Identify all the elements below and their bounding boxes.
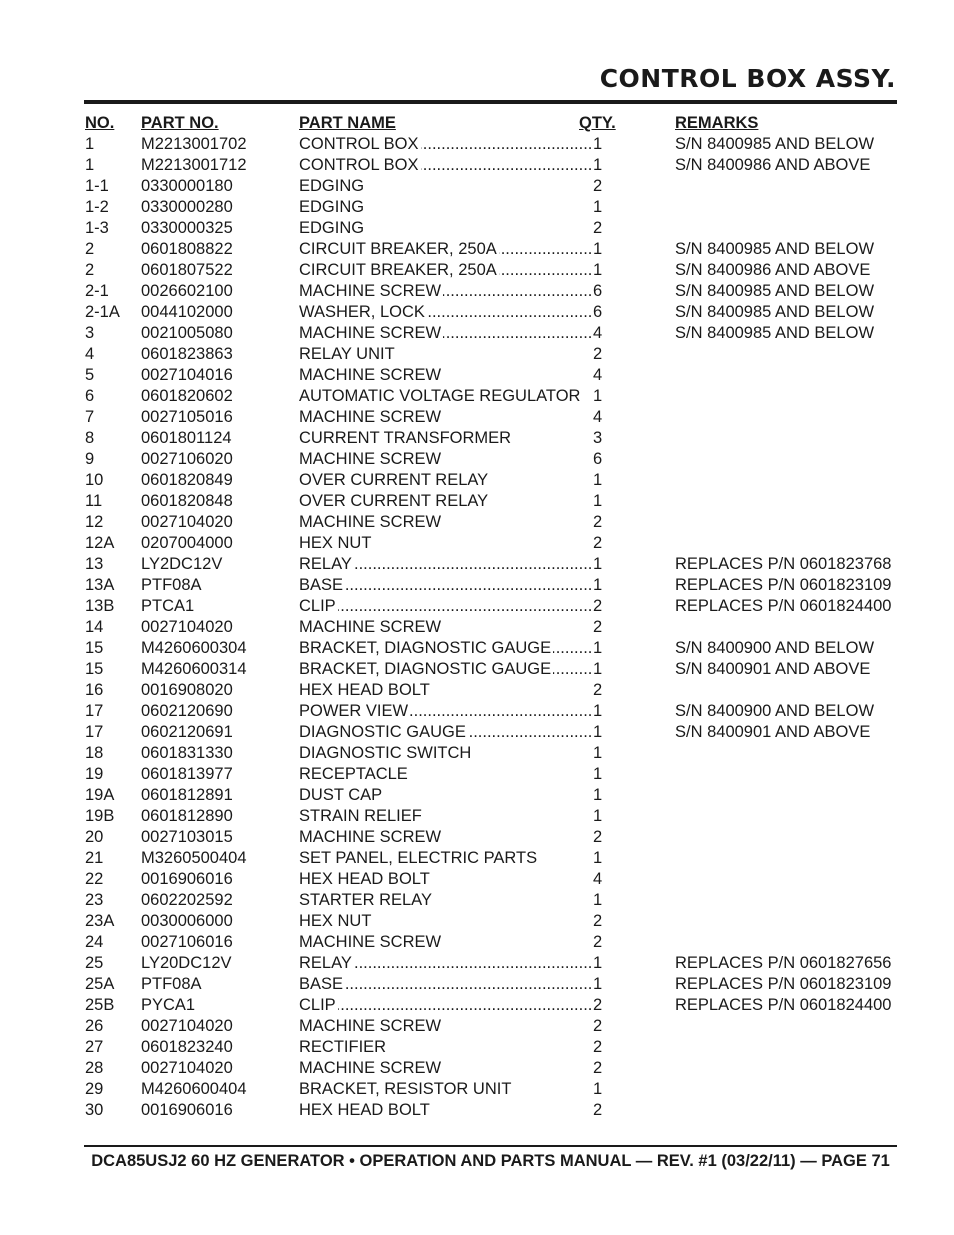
item-no: 12 [85, 513, 104, 531]
item-no: 12A [85, 534, 115, 552]
part-name: HEX HEAD BOLT [299, 870, 430, 888]
table-row [85, 974, 897, 995]
item-no: 18 [85, 744, 104, 762]
table-row [85, 848, 897, 869]
quantity: 2 [593, 681, 603, 699]
part-number: 0016908020 [141, 681, 233, 699]
item-no: 13B [85, 597, 115, 615]
remarks: REPLACES P/N 0601827656 [675, 954, 892, 972]
part-number: PTF08A [141, 576, 202, 594]
table-row [85, 470, 897, 491]
part-number: 0601813977 [141, 765, 233, 783]
item-no: 10 [85, 471, 104, 489]
part-number: 0601812890 [141, 807, 233, 825]
item-no: 1 [85, 156, 95, 174]
part-name: HEX HEAD BOLT [299, 681, 430, 699]
part-name: CONTROL BOX [299, 135, 419, 153]
quantity: 2 [593, 1038, 603, 1056]
quantity: 1 [593, 702, 603, 720]
part-name: CLIP [299, 597, 336, 615]
table-row [85, 764, 897, 785]
table-row [85, 554, 897, 575]
part-number: 0601807522 [141, 261, 233, 279]
header-qty: QTY. [579, 114, 616, 132]
table-row [85, 197, 897, 218]
part-number: LY2DC12V [141, 555, 223, 573]
part-name: HEX NUT [299, 912, 372, 930]
quantity: 1 [593, 240, 603, 258]
part-name-leader [299, 281, 595, 302]
remarks: S/N 8400900 AND BELOW [675, 639, 875, 657]
part-number: 0330000280 [141, 198, 233, 216]
quantity: 1 [593, 471, 603, 489]
part-number: M2213001702 [141, 135, 247, 153]
part-number: 0027104020 [141, 618, 233, 636]
table-row [85, 1037, 897, 1058]
remarks: S/N 8400985 AND BELOW [675, 240, 875, 258]
part-name: POWER VIEW [299, 702, 409, 720]
table-row [85, 533, 897, 554]
table-row [85, 386, 897, 407]
remarks: S/N 8400985 AND BELOW [675, 324, 875, 342]
part-name: EDGING [299, 219, 365, 237]
quantity: 3 [593, 429, 603, 447]
quantity: 4 [593, 870, 603, 888]
part-number: 0207004000 [141, 534, 233, 552]
quantity: 4 [593, 366, 603, 384]
quantity: 2 [593, 1059, 603, 1077]
table-row [85, 806, 897, 827]
part-name: MACHINE SCREW [299, 282, 442, 300]
item-no: 7 [85, 408, 95, 426]
quantity: 2 [593, 996, 603, 1014]
quantity: 2 [593, 1017, 603, 1035]
item-no: 19 [85, 765, 104, 783]
quantity: 1 [593, 1080, 603, 1098]
item-no: 25 [85, 954, 104, 972]
part-name-leader [299, 596, 595, 617]
part-number: 0027104016 [141, 366, 233, 384]
table-row [85, 680, 897, 701]
part-name-leader [299, 554, 595, 575]
part-number: 0021005080 [141, 324, 233, 342]
table-row [85, 1100, 897, 1121]
part-name: RECTIFIER [299, 1038, 387, 1056]
quantity: 1 [593, 975, 603, 993]
table-header-row [85, 113, 897, 134]
footer-rule [84, 1145, 897, 1147]
item-no: 2 [85, 261, 95, 279]
part-name: HEX NUT [299, 534, 372, 552]
quantity: 2 [593, 828, 603, 846]
part-name: EDGING [299, 177, 365, 195]
item-no: 9 [85, 450, 95, 468]
quantity: 1 [593, 135, 603, 153]
remarks: S/N 8400986 AND ABOVE [675, 261, 871, 279]
item-no: 13A [85, 576, 115, 594]
quantity: 2 [593, 513, 603, 531]
quantity: 1 [593, 723, 603, 741]
quantity: 1 [593, 660, 603, 678]
quantity: 1 [593, 156, 603, 174]
item-no: 1-2 [85, 198, 109, 216]
part-number: 0601820602 [141, 387, 233, 405]
item-no: 23A [85, 912, 115, 930]
table-row [85, 281, 897, 302]
table-row [85, 659, 897, 680]
part-number: 0601820848 [141, 492, 233, 510]
table-row [85, 911, 897, 932]
part-name: EDGING [299, 198, 365, 216]
part-name-leader [299, 155, 595, 176]
table-row [85, 701, 897, 722]
quantity: 6 [593, 303, 603, 321]
quantity: 1 [593, 765, 603, 783]
part-number: M4260600314 [141, 660, 247, 678]
remarks: REPLACES P/N 0601823768 [675, 555, 892, 573]
part-name: MACHINE SCREW [299, 513, 442, 531]
table-row [85, 596, 897, 617]
quantity: 2 [593, 912, 603, 930]
quantity: 1 [593, 639, 603, 657]
remarks: REPLACES P/N 0601823109 [675, 975, 892, 993]
item-no: 19A [85, 786, 115, 804]
part-number: 0601823240 [141, 1038, 233, 1056]
table-row [85, 890, 897, 911]
remarks: S/N 8400985 AND BELOW [675, 282, 875, 300]
page-footer: DCA85USJ2 60 HZ GENERATOR • OPERATION AND PARTS MANUAL — REV. #1 (03/22/11) — PAGE 71 [91, 1152, 890, 1170]
remarks: S/N 8400985 AND BELOW [675, 135, 875, 153]
part-name: SET PANEL, ELECTRIC PARTS [299, 849, 538, 867]
quantity: 1 [593, 807, 603, 825]
quantity: 2 [593, 219, 603, 237]
table-row [85, 239, 897, 260]
quantity: 1 [593, 261, 603, 279]
item-no: 27 [85, 1038, 104, 1056]
part-number: 0601808822 [141, 240, 233, 258]
part-number: 0027103015 [141, 828, 233, 846]
table-row [85, 995, 897, 1016]
part-name: DIAGNOSTIC SWITCH [299, 744, 472, 762]
table-row [85, 134, 897, 155]
part-name-leader [299, 575, 595, 596]
quantity: 1 [593, 891, 603, 909]
title-rule [84, 100, 897, 104]
item-no: 2-1A [85, 303, 120, 321]
part-number: 0601820849 [141, 471, 233, 489]
header-remarks: REMARKS [675, 114, 759, 132]
table-row [85, 869, 897, 890]
part-name: STRAIN RELIEF [299, 807, 422, 825]
remarks: S/N 8400900 AND BELOW [675, 702, 875, 720]
remarks: S/N 8400901 AND ABOVE [675, 660, 871, 678]
part-name-leader [299, 701, 595, 722]
part-number: M4260600304 [141, 639, 247, 657]
part-name: HEX HEAD BOLT [299, 1101, 430, 1119]
part-number: 0027106016 [141, 933, 233, 951]
item-no: 16 [85, 681, 104, 699]
part-name: MACHINE SCREW [299, 1017, 442, 1035]
table-row [85, 743, 897, 764]
part-name: RECEPTACLE [299, 765, 408, 783]
table-row [85, 617, 897, 638]
quantity: 1 [593, 555, 603, 573]
part-name-leader [299, 239, 595, 260]
part-number: 0027104020 [141, 513, 233, 531]
part-number: LY20DC12V [141, 954, 232, 972]
table-row [85, 155, 897, 176]
table-row [85, 302, 897, 323]
part-name: CURRENT TRANSFORMER [299, 429, 512, 447]
quantity: 6 [593, 450, 603, 468]
table-row [85, 491, 897, 512]
part-name-leader [299, 995, 595, 1016]
item-no: 4 [85, 345, 95, 363]
quantity: 2 [593, 1101, 603, 1119]
quantity: 6 [593, 282, 603, 300]
table-row [85, 365, 897, 386]
item-no: 15 [85, 660, 104, 678]
part-number: PTCA1 [141, 597, 195, 615]
part-number: 0027105016 [141, 408, 233, 426]
part-name: BASE [299, 576, 344, 594]
quantity: 1 [593, 387, 603, 405]
quantity: 4 [593, 324, 603, 342]
header-no: NO. [85, 114, 115, 132]
part-name-leader [299, 134, 595, 155]
part-name: BRACKET, RESISTOR UNIT [299, 1080, 512, 1098]
part-number: 0026602100 [141, 282, 233, 300]
part-number: 0030006000 [141, 912, 233, 930]
part-name: RELAY UNIT [299, 345, 395, 363]
part-number: M4260600404 [141, 1080, 247, 1098]
table-row [85, 407, 897, 428]
part-name: MACHINE SCREW [299, 933, 442, 951]
table-row [85, 512, 897, 533]
item-no: 1 [85, 135, 95, 153]
part-number: M2213001712 [141, 156, 247, 174]
part-name: BRACKET, DIAGNOSTIC GAUGE [299, 639, 552, 657]
part-name: RELAY [299, 954, 352, 972]
remarks: REPLACES P/N 0601824400 [675, 996, 892, 1014]
table-row [85, 1079, 897, 1100]
item-no: 22 [85, 870, 104, 888]
item-no: 6 [85, 387, 95, 405]
quantity: 1 [593, 849, 603, 867]
item-no: 26 [85, 1017, 104, 1035]
page-title: CONTROL BOX ASSY. [599, 64, 896, 93]
part-name: BRACKET, DIAGNOSTIC GAUGE [299, 660, 552, 678]
item-no: 5 [85, 366, 95, 384]
part-name: MACHINE SCREW [299, 366, 442, 384]
table-row [85, 785, 897, 806]
quantity: 2 [593, 933, 603, 951]
quantity: 1 [593, 576, 603, 594]
item-no: 29 [85, 1080, 104, 1098]
part-name: CLIP [299, 996, 336, 1014]
part-number: 0016906016 [141, 870, 233, 888]
part-name: AUTOMATIC VOLTAGE REGULATOR [299, 387, 581, 405]
table-row [85, 575, 897, 596]
part-name: CIRCUIT BREAKER, 250A [299, 261, 497, 279]
item-no: 25B [85, 996, 115, 1014]
table-row [85, 176, 897, 197]
quantity: 1 [593, 744, 603, 762]
quantity: 1 [593, 954, 603, 972]
quantity: 4 [593, 408, 603, 426]
quantity: 2 [593, 177, 603, 195]
item-no: 1-1 [85, 177, 109, 195]
item-no: 17 [85, 702, 104, 720]
part-name: CIRCUIT BREAKER, 250A [299, 240, 497, 258]
header-part-name: PART NAME [299, 114, 396, 132]
item-no: 15 [85, 639, 104, 657]
table-row [85, 260, 897, 281]
part-name-leader [299, 722, 595, 743]
quantity: 2 [593, 534, 603, 552]
part-number: 0601812891 [141, 786, 233, 804]
part-name-leader [299, 974, 595, 995]
part-name: OVER CURRENT RELAY [299, 471, 489, 489]
part-number: M3260500404 [141, 849, 247, 867]
table-row [85, 953, 897, 974]
part-name: RELAY [299, 555, 352, 573]
part-name: MACHINE SCREW [299, 828, 442, 846]
part-name: STARTER RELAY [299, 891, 432, 909]
item-no: 21 [85, 849, 104, 867]
part-number: 0601831330 [141, 744, 233, 762]
remarks: REPLACES P/N 0601824400 [675, 597, 892, 615]
table-row [85, 638, 897, 659]
item-no: 1-3 [85, 219, 109, 237]
part-number: 0027104020 [141, 1017, 233, 1035]
part-number: 0044102000 [141, 303, 233, 321]
part-name-leader [299, 323, 595, 344]
part-number: PTF08A [141, 975, 202, 993]
header-part-no: PART NO. [141, 114, 219, 132]
item-no: 20 [85, 828, 104, 846]
quantity: 1 [593, 786, 603, 804]
remarks: S/N 8400986 AND ABOVE [675, 156, 871, 174]
part-name-leader [299, 302, 595, 323]
item-no: 11 [85, 492, 103, 510]
table-row [85, 722, 897, 743]
item-no: 23 [85, 891, 104, 909]
quantity: 1 [593, 492, 603, 510]
part-name: MACHINE SCREW [299, 618, 442, 636]
table-row [85, 827, 897, 848]
part-name: MACHINE SCREW [299, 1059, 442, 1077]
table-body [85, 134, 897, 1121]
item-no: 25A [85, 975, 115, 993]
part-name: MACHINE SCREW [299, 450, 442, 468]
part-number: 0601823863 [141, 345, 233, 363]
part-number: 0027106020 [141, 450, 233, 468]
part-name: MACHINE SCREW [299, 324, 442, 342]
part-number: PYCA1 [141, 996, 196, 1014]
remarks: S/N 8400985 AND BELOW [675, 303, 875, 321]
part-number: 0330000180 [141, 177, 233, 195]
part-name-leader [299, 953, 595, 974]
quantity: 2 [593, 618, 603, 636]
quantity: 2 [593, 597, 603, 615]
part-name: WASHER, LOCK [299, 303, 425, 321]
quantity: 1 [593, 198, 603, 216]
part-name-leader [299, 659, 595, 680]
table-row [85, 218, 897, 239]
part-number: 0601801124 [141, 429, 232, 447]
item-no: 14 [85, 618, 104, 636]
remarks: S/N 8400901 AND ABOVE [675, 723, 871, 741]
item-no: 19B [85, 807, 115, 825]
table-row [85, 449, 897, 470]
part-name: CONTROL BOX [299, 156, 419, 174]
table-row [85, 1058, 897, 1079]
item-no: 2 [85, 240, 95, 258]
part-number: 0016906016 [141, 1101, 233, 1119]
part-number: 0602120691 [141, 723, 233, 741]
part-name-leader [299, 638, 595, 659]
table-row [85, 1016, 897, 1037]
table-row [85, 428, 897, 449]
remarks: REPLACES P/N 0601823109 [675, 576, 892, 594]
part-name: DIAGNOSTIC GAUGE [299, 723, 466, 741]
parts-table [85, 113, 897, 1121]
item-no: 3 [85, 324, 95, 342]
part-name: DUST CAP [299, 786, 383, 804]
part-name-leader [299, 260, 595, 281]
part-number: 0330000325 [141, 219, 233, 237]
part-name: MACHINE SCREW [299, 408, 442, 426]
table-row [85, 323, 897, 344]
table-row [85, 344, 897, 365]
item-no: 24 [85, 933, 104, 951]
item-no: 30 [85, 1101, 104, 1119]
part-name: BASE [299, 975, 344, 993]
quantity: 2 [593, 345, 603, 363]
part-number: 0027104020 [141, 1059, 233, 1077]
table-row [85, 932, 897, 953]
part-number: 0602120690 [141, 702, 233, 720]
item-no: 13 [85, 555, 104, 573]
item-no: 17 [85, 723, 104, 741]
part-name: OVER CURRENT RELAY [299, 492, 489, 510]
item-no: 8 [85, 429, 95, 447]
item-no: 28 [85, 1059, 104, 1077]
item-no: 2-1 [85, 282, 109, 300]
part-number: 0602202592 [141, 891, 233, 909]
